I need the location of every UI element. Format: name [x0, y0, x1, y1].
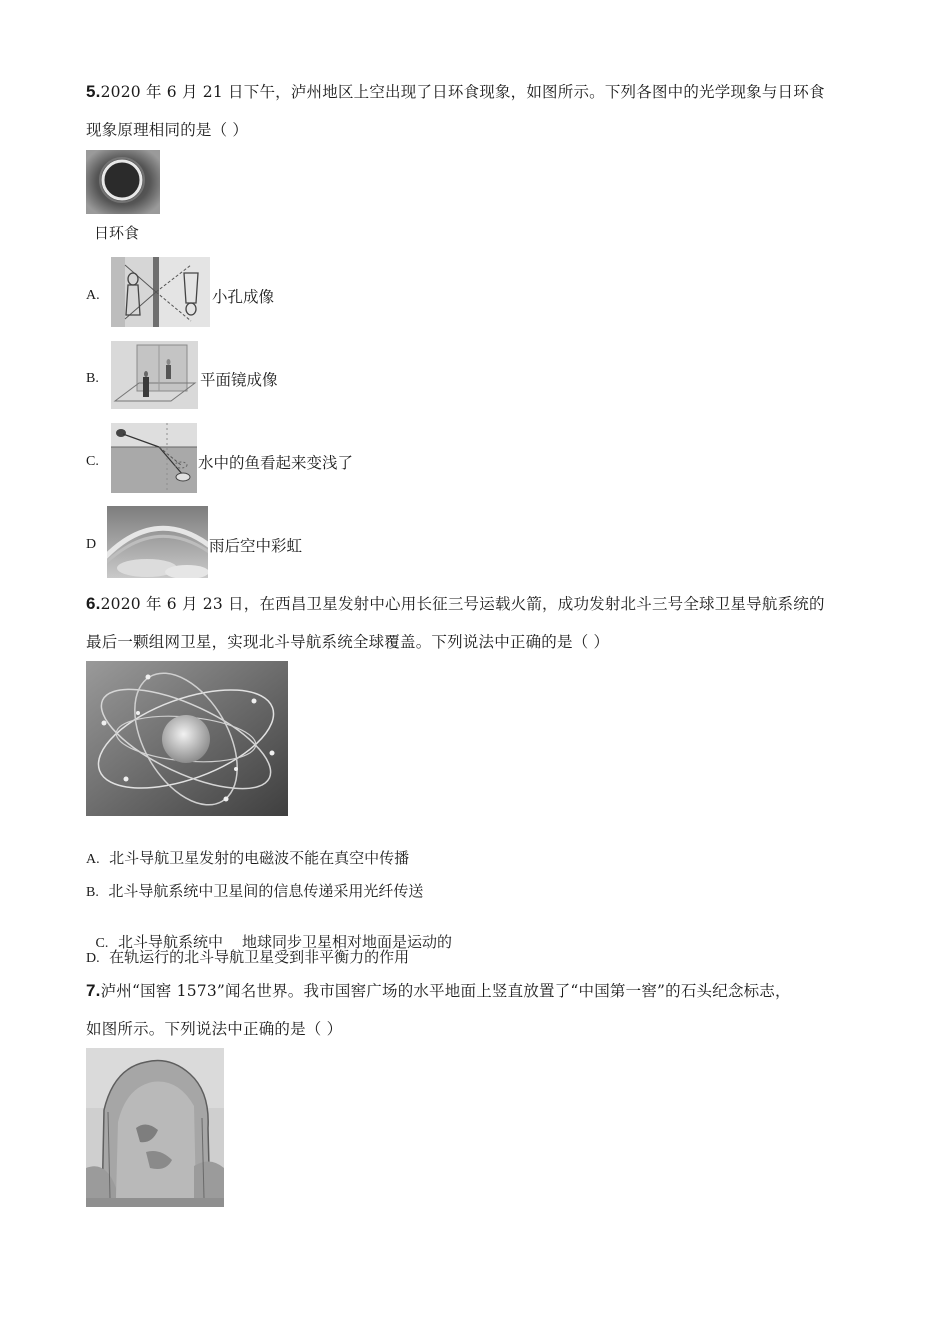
- eclipse-caption: 日环食: [94, 224, 140, 242]
- q6-stem-line2: 最后一颗组网卫星，实现北斗导航系统全球覆盖。下列说法中正确的是（ ）: [86, 633, 610, 651]
- q7-stem-line1: 泸州“国窖 1573”闻名世界。我市国窖广场的水平地面上竖直放置了“中国第一窖”的石头纪念标志，: [100, 982, 791, 1000]
- q6-option-a: [86, 847, 409, 868]
- q6-option-c-text: 北斗导航系统中 地球同步卫星相对地面是运动的: [117, 933, 453, 951]
- q6-option-c-label: C.: [95, 936, 109, 951]
- q6-option-a-label: A.: [86, 852, 100, 867]
- q5-option-c-label: C.: [86, 454, 99, 469]
- q5-line1: [86, 80, 825, 102]
- q7-stem-line2: 如图所示。下列说法中正确的是（ ）: [86, 1020, 343, 1038]
- plane-mirror-image: [111, 341, 198, 409]
- rainbow-image: [107, 506, 208, 578]
- pinhole-imaging-image: [111, 257, 210, 327]
- annular-eclipse-image: [86, 150, 160, 214]
- q6-option-d-text: 在轨运行的北斗导航卫星受到非平衡力的作用: [109, 948, 410, 966]
- q6-option-b-text: 北斗导航系统中卫星间的信息传递采用光纤传送: [108, 882, 424, 900]
- q5-option-b-text: 平面镜成像: [200, 371, 278, 389]
- q5-option-a-label: A.: [86, 288, 100, 303]
- q5-number: 5.: [86, 82, 101, 101]
- q5-option-d-label: D: [86, 537, 97, 552]
- q5-stem-line2: 现象原理相同的是（ ）: [86, 121, 249, 139]
- q6-line1: [86, 592, 825, 614]
- q5-option-c-text: 水中的鱼看起来变浅了: [198, 454, 354, 472]
- q5-option-a-text: 小孔成像: [212, 288, 275, 306]
- q6-stem-line1: 2020 年 6 月 23 日，在西昌卫星发射中心用长征三号运载火箭，成功发射北斗三号全球卫星导航系统的: [100, 595, 825, 613]
- q5-option-d-text: 雨后空中彩虹: [209, 537, 303, 555]
- q6-option-d-label: D.: [86, 951, 100, 966]
- q5-option-b-label: B.: [86, 371, 99, 386]
- fish-refraction-image: [111, 423, 197, 493]
- q7-number: 7.: [86, 981, 101, 1000]
- q6-option-b: [86, 880, 423, 901]
- q7-line1: [86, 979, 791, 1001]
- q6-number: 6.: [86, 594, 101, 613]
- stone-monument-image: [86, 1048, 224, 1207]
- q6-option-a-text: 北斗导航卫星发射的电磁波不能在真空中传播: [109, 849, 410, 867]
- q6-option-b-label: B.: [86, 885, 99, 900]
- q5-stem-line1: 2020 年 6 月 21 日下午，泸州地区上空出现了日环食现象，如图所示。下列各图中的光学现象与日环食: [100, 83, 825, 101]
- beidou-satellite-orbits-image: [86, 661, 288, 816]
- q6-option-d: [86, 946, 409, 967]
